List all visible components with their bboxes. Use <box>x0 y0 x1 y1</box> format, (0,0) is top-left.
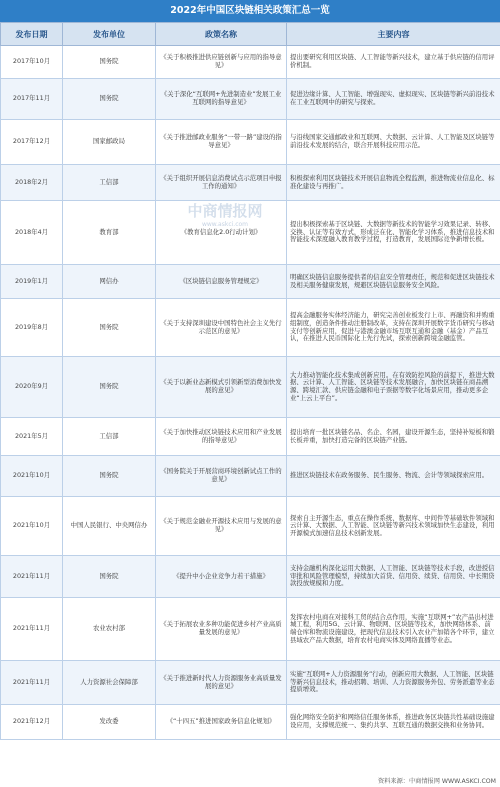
cell-policy-name: 《提升中小企业竞争力若干措施》 <box>156 556 287 598</box>
cell-main-content: 发挥农村电商在对接科工贸的结合点作用，实施“互联网+”农产品出村进城工程，利用5G、云计算、物联网、区块链等技术，加快网络体系、前端仓库和物流设施建设，把现代信息技术引入农业产加销各个环节，建立县域农产品大数据，培育农村电商实体及网络直播等业态。 <box>287 598 500 661</box>
cell-policy-name: 《关于支持深圳建设中国特色社会主义先行示范区的意见》 <box>156 299 287 357</box>
watermark-text: 中商情报网 <box>187 202 263 220</box>
cell-main-content: 明确区块链信息服务提供者的信息安全管理责任，规范和促进区块链技术及相关服务健康发展，规避区块链信息服务安全风险。 <box>287 265 500 299</box>
cell-policy-name: 《国务院关于开展营商环境创新试点工作的意见》 <box>156 456 287 497</box>
cell-date: 2021年5月 <box>1 418 63 456</box>
table-title: 2022年中国区块链相关政策汇总一览 <box>0 0 500 22</box>
cell-policy-name: 《关于规范金融业开源技术应用与发展的意见》 <box>156 497 287 556</box>
cell-policy-name: 《关于拓展农业多种功能促进乡村产业高质量发展的意见》 <box>156 598 287 661</box>
table-row <box>1 456 500 497</box>
cell-policy-name: 《“十四五”推进国家政务信息化规划》 <box>156 705 287 740</box>
table-row <box>1 357 500 418</box>
cell-unit: 工信部 <box>63 165 156 201</box>
cell-unit: 人力资源社会保障部 <box>63 661 156 705</box>
cell-date: 2019年1月 <box>1 265 63 299</box>
cell-main-content: 提出要研究利用区块链、人工智能等新兴技术，建立基于供应链的信用评价机制。 <box>287 46 500 79</box>
cell-date: 2021年11月 <box>1 556 63 598</box>
cell-date: 2020年9月 <box>1 357 63 418</box>
cell-main-content: 探索自主开源生态，重点在操作系统、数据库、中间件等基础软件领域和云计算、大数据、人工智能、区块链等新兴技术领域加快生态建设，利用开源模式加速信息技术创新发展。 <box>287 497 500 556</box>
cell-main-content: 强化网络安全防护和网络信任服务体系，推进政务区块链共性基础设施建设应用，支撑规范统一、集约共享、互联互通的数据交换和业务协同。 <box>287 705 500 740</box>
table-header-row <box>1 23 500 46</box>
cell-policy-name: 《教育信息化2.0行动计划》 <box>156 201 287 265</box>
cell-date: 2021年10月 <box>1 456 63 497</box>
cell-unit: 教育部 <box>63 201 156 265</box>
cell-unit: 国务院 <box>63 79 156 120</box>
table-row <box>1 556 500 598</box>
cell-date: 2021年12月 <box>1 705 63 740</box>
cell-unit: 国务院 <box>63 46 156 79</box>
cell-policy-name: 《关于推进新时代人力资源服务业高质量发展的意见》 <box>156 661 287 705</box>
table-body <box>1 46 500 740</box>
table-row <box>1 497 500 556</box>
header-date: 发布日期 <box>1 23 63 46</box>
table-row <box>1 299 500 357</box>
cell-main-content: 积极探索利用区块链技术开展信息物流全程监测，推进物流业信息化、标准化建设与再推广。 <box>287 165 500 201</box>
cell-policy-name: 《关于加快推动区块链技术应用和产业发展的指导意见》 <box>156 418 287 456</box>
cell-date: 2021年11月 <box>1 598 63 661</box>
cell-unit: 国务院 <box>63 299 156 357</box>
table-row <box>1 265 500 299</box>
cell-main-content: 大力推动智能化技术集成创新应用。在有效防控风险的前提下，推进大数据、云计算、人工智能、区块链等技术发展融合，加快区块链在商品溯源、跨境汇款、供应链金融和电子票据等数字化场景应用，推动更多企业“上云上平台”。 <box>287 357 500 418</box>
watermark-logo <box>165 200 285 240</box>
cell-unit: 农业农村部 <box>63 598 156 661</box>
cell-main-content: 促进边缘计算、人工智能、增强现实、虚拟现实、区块链等新兴前沿技术在工业互联网中的研究与探索。 <box>287 79 500 120</box>
cell-date: 2021年11月 <box>1 661 63 705</box>
table-row <box>1 705 500 740</box>
source-footer: 资料来源：中商情报网 WWW.ASKCI.COM <box>378 778 496 785</box>
table-row <box>1 418 500 456</box>
header-policy-name: 政策名称 <box>156 23 287 46</box>
watermark-url: www.askci.com <box>201 221 249 228</box>
cell-date: 2017年11月 <box>1 79 63 120</box>
table-row <box>1 46 500 79</box>
cell-policy-name: 《关于组织开展信息消费试点示范项目申报工作的通知》 <box>156 165 287 201</box>
cell-main-content: 实施“互联网+人力资源服务”行动，创新应用大数据、人工智能、区块链等新兴信息技术，推动招聘、培训、人力资源服务外包、劳务派遣等业态提质增效。 <box>287 661 500 705</box>
cell-unit: 网信办 <box>63 265 156 299</box>
cell-main-content: 支持金融机构深化运用大数据、人工智能、区块链等技术手段，改进授信审批和风险管理模型，持续加大首贷、信用贷、续贷、信用贷、中长期贷款投放规模和力度。 <box>287 556 500 598</box>
cell-date: 2018年4月 <box>1 201 63 265</box>
header-unit: 发布单位 <box>63 23 156 46</box>
cell-date: 2017年10月 <box>1 46 63 79</box>
table-row <box>1 165 500 201</box>
cell-policy-name: 《关于积极推进供应链创新与应用的指导意见》 <box>156 46 287 79</box>
policy-table <box>0 22 500 740</box>
cell-main-content: 推进区块链技术在政务服务、民生服务、物流、会计等领域探索应用。 <box>287 456 500 497</box>
table-row <box>1 598 500 661</box>
cell-unit: 国务院 <box>63 556 156 598</box>
cell-date: 2019年8月 <box>1 299 63 357</box>
cell-policy-name: 《关于深化“互联网+先进制造业”发展工业互联网的指导意见》 <box>156 79 287 120</box>
cell-policy-name: 《关于推进邮政业服务“一带一路”建设的指导意见》 <box>156 120 287 165</box>
cell-unit: 发改委 <box>63 705 156 740</box>
cell-unit: 国务院 <box>63 357 156 418</box>
cell-main-content: 提出积极探索基于区块链、大数据等新技术的智能学习效果记录、转移、交换、认证等有效方式，形成泛在化、智能化学习体系，推进信息技术和智能技术深度融入教育教学过程，打造教育，发展国际竞争新增长极。 <box>287 201 500 265</box>
cell-date: 2017年12月 <box>1 120 63 165</box>
cell-main-content: 提出培育一批区块链名品、名企、名园，建设开源生态，坚持补短板和锻长板并重，加快打造完备的区块链产业链。 <box>287 418 500 456</box>
table-row <box>1 661 500 705</box>
cell-date: 2018年2月 <box>1 165 63 201</box>
cell-main-content: 与沿线国家交通邮政业和互联网、大数据、云计算、人工智能及区块链等前沿技术发展的结合，联合开展科技应用示范。 <box>287 120 500 165</box>
table-row <box>1 79 500 120</box>
cell-policy-name: 《关于以新业态新模式引领新型消费加快发展的意见》 <box>156 357 287 418</box>
cell-date: 2021年10月 <box>1 497 63 556</box>
header-main-content: 主要内容 <box>287 23 500 46</box>
cell-unit: 工信部 <box>63 418 156 456</box>
cell-unit: 国家邮政局 <box>63 120 156 165</box>
cell-unit: 国务院 <box>63 456 156 497</box>
cell-policy-name: 《区块链信息服务管理规定》 <box>156 265 287 299</box>
cell-main-content: 提高金融服务实体经济能力，研究完善创业板发行上市、再融资和并购重组制度，创造条件推动注册制改革，支持在深圳开展数字货币研究与移动支付等创新应用，促进与港澳金融市场互联互通和金融（基金）产品互认，在推进人民币国际化上先行先试，探索创新跨境金融监管。 <box>287 299 500 357</box>
cell-unit: 中国人民银行、中央网信办 <box>63 497 156 556</box>
table-row <box>1 120 500 165</box>
